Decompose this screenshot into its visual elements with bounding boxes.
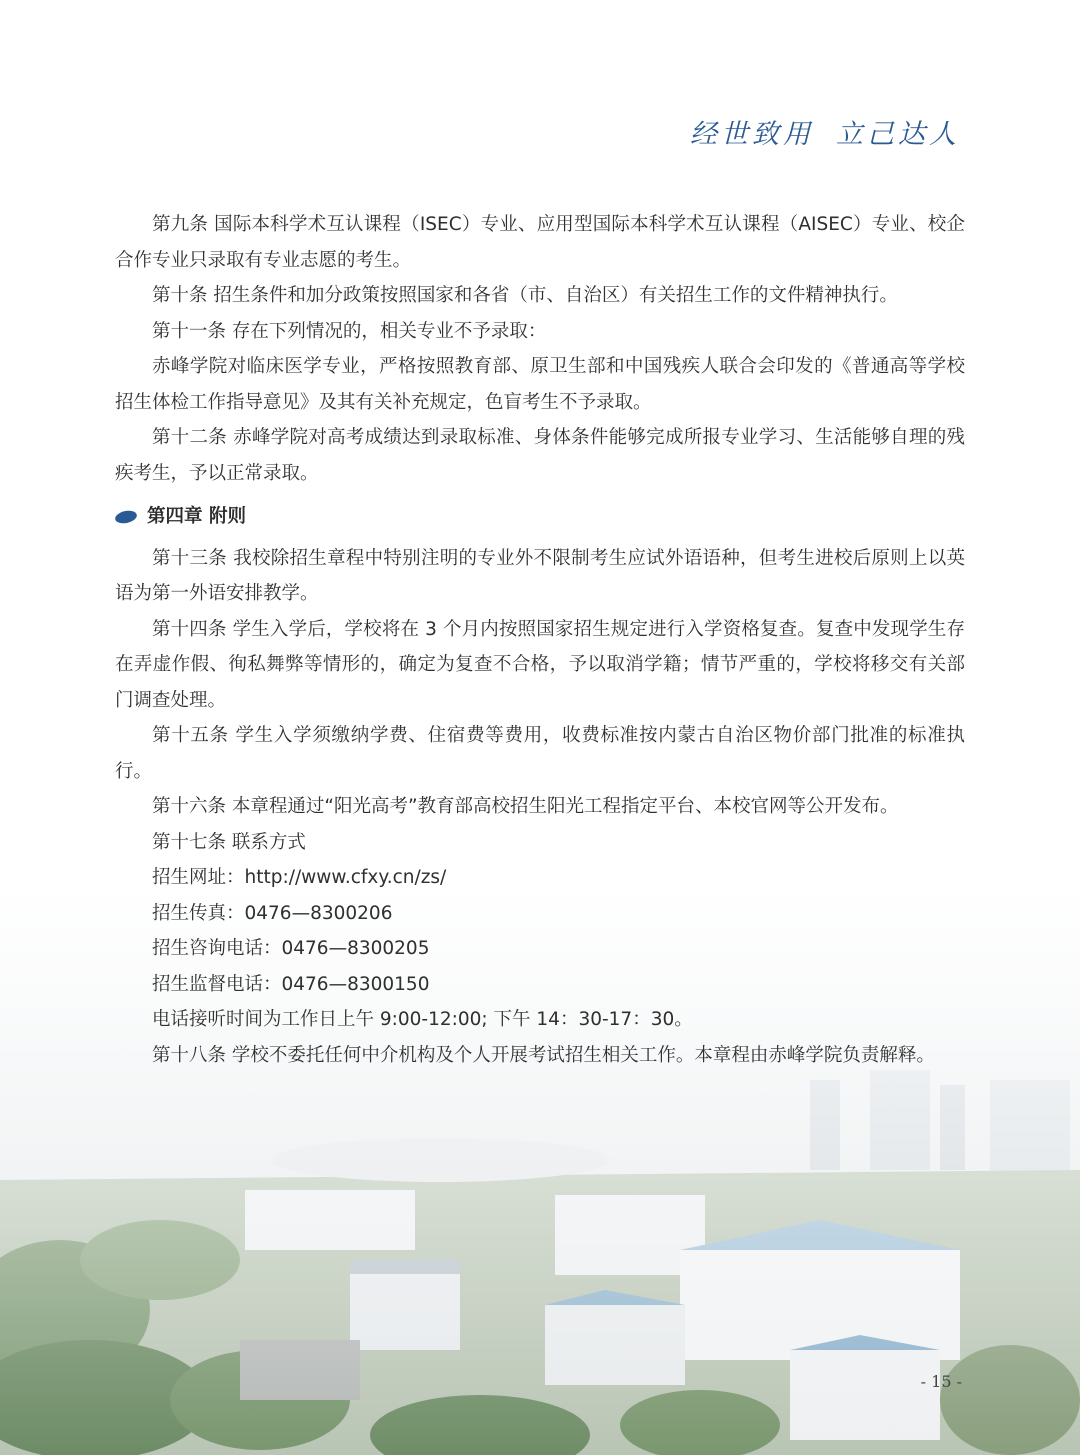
article-13: 第十三条 我校除招生章程中特别注明的专业外不限制考生应试外语语种，但考生进校后原则上以英语为第一外语安排教学。	[115, 547, 965, 604]
motto-part-1: 经世致用	[690, 119, 814, 150]
article-15: 第十五条 学生入学须缴纳学费、住宿费等费用，收费标准按内蒙古自治区物价部门批准的标准执行。	[115, 725, 965, 782]
regulation-text	[115, 207, 965, 1073]
chapter-heading	[115, 499, 965, 535]
article-12: 第十二条 赤峰学院对高考成绩达到录取标准、身体条件能够完成所报专业学习、生活能够自理的残疾考生，予以正常录取。	[115, 427, 965, 484]
phone-hours: 电话接听时间为工作日上午 9:00-12:00; 下午 14：30-17：30。	[152, 1009, 693, 1030]
article-17: 第十七条 联系方式	[152, 831, 306, 853]
article-11: 第十一条 存在下列情况的，相关专业不予录取：	[152, 320, 547, 342]
leaf-bullet-icon	[114, 509, 138, 525]
consult-phone: 招生咨询电话：0476—8300205	[152, 938, 430, 959]
article-9: 第九条 国际本科学术互认课程（ISEC）专业、应用型国际本科学术互认课程（AISEC）专业、校企合作专业只录取有专业志愿的考生。	[115, 214, 965, 271]
admission-fax: 招生传真：0476—8300206	[152, 902, 393, 924]
page-motto	[690, 112, 960, 151]
article-11-detail: 赤峰学院对临床医学专业，严格按照教育部、原卫生部和中国残疾人联合会印发的《普通高等学校招生体检工作指导意见》及其有关补充规定，色盲考生不予录取。	[115, 356, 965, 413]
admission-website: 招生网址：http://www.cfxy.cn/zs/	[152, 867, 447, 888]
article-14: 第十四条 学生入学后，学校将在 3 个月内按照国家招生规定进行入学资格复查。复查中发现学生存在弄虚作假、徇私舞弊等情形的，确定为复查不合格，予以取消学籍；情节严重的，学校将移交有关部门调查处理。	[115, 618, 965, 711]
motto-part-2: 立己达人	[836, 119, 960, 150]
chapter-title: 第四章 附则	[147, 506, 246, 527]
page-number: - 15 -	[920, 1372, 962, 1391]
supervise-phone: 招生监督电话：0476—8300150	[152, 973, 430, 995]
article-16: 第十六条 本章程通过“阳光高考”教育部高校招生阳光工程指定平台、本校官网等公开发布。	[152, 796, 899, 817]
article-18: 第十八条 学校不委托任何中介机构及个人开展考试招生相关工作。本章程由赤峰学院负责解释。	[152, 1044, 935, 1066]
article-10: 第十条 招生条件和加分政策按照国家和各省（市、自治区）有关招生工作的文件精神执行。	[152, 285, 898, 306]
